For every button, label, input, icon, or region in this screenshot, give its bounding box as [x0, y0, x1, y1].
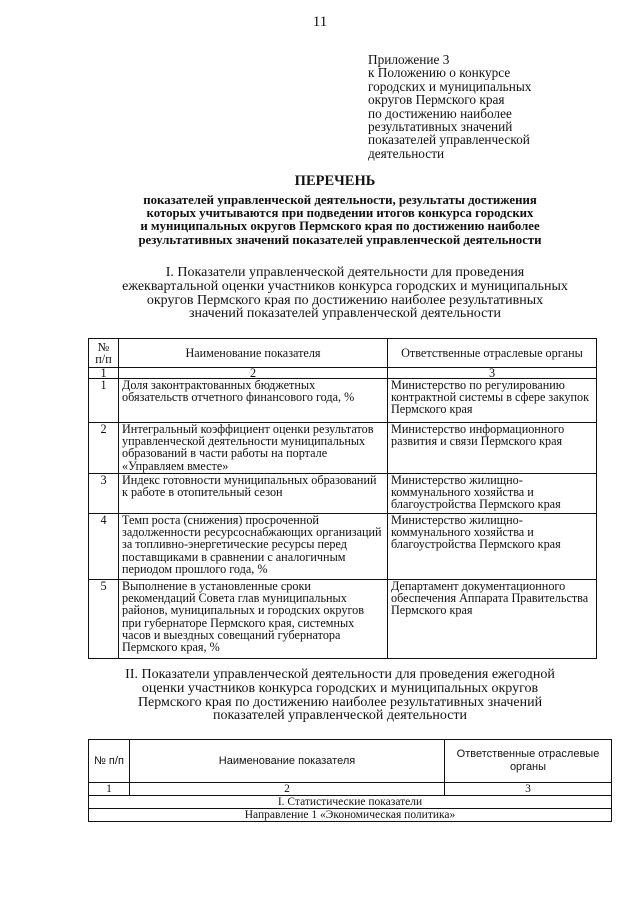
section2-line: II. Показатели управленческой деятельности для проведения ежегодной: [125, 667, 555, 682]
responsible-body: Министерство жилищно-коммунального хозяйства и благоустройства Пермского края: [388, 474, 597, 514]
appendix-note: [368, 53, 531, 160]
responsible-body: Департамент документационного обеспечения Аппарата Правительства Пермского края: [388, 580, 597, 659]
responsible-body: Министерство жилищно-коммунального хозяйства и благоустройства Пермского края: [388, 514, 597, 580]
appendix-line: городских и муниципальных: [368, 78, 532, 94]
column-number: 3: [388, 368, 597, 379]
section1-line: ежеквартальной оценки участников конкурса городских и муниципальных: [122, 278, 568, 294]
group-title: I. Статистические показатели: [89, 796, 612, 809]
table-row: [89, 423, 597, 474]
column-number: 1: [89, 783, 130, 796]
subtitle-line: результативных значений показателей управленческой деятельности: [138, 232, 542, 247]
group-row: [89, 796, 612, 809]
header-number: № п/п: [89, 740, 130, 783]
column-number: 2: [130, 783, 445, 796]
column-number: 3: [445, 783, 612, 796]
row-number: 5: [89, 580, 119, 659]
column-number-row: [89, 783, 612, 796]
column-number: 1: [89, 368, 119, 379]
responsible-body: Министерство по регулированию контрактной системы в сфере закупок Пермского края: [388, 379, 597, 423]
section2-line: оценки участников конкурса городских и муниципальных округов: [141, 680, 539, 696]
section2-line: показателей управленческой деятельности: [212, 708, 468, 724]
direction-title: Направление 1 «Экономическая политика»: [89, 809, 612, 822]
row-number: 1: [89, 379, 119, 423]
table-row: [89, 474, 597, 514]
column-number: 2: [119, 368, 388, 379]
subtitle-line: и муниципальных округов Пермского края по достижению наиболее: [140, 219, 540, 234]
subtitle-line: которых учитываются при подведении итогов конкурса городских: [146, 206, 534, 221]
appendix-line: показателей управленческой: [368, 132, 530, 148]
table-header-row: [89, 740, 612, 783]
table-row: [89, 514, 597, 580]
subtitle-line: показателей управленческой деятельности, результаты достижения: [143, 193, 537, 207]
column-number-row: [89, 368, 597, 379]
header-indicator-name: Наименование показателя: [119, 339, 388, 368]
section2-heading: [85, 668, 595, 723]
direction-row: [89, 809, 612, 822]
table-row: [89, 580, 597, 659]
table-header-row: [89, 339, 597, 368]
header-responsible-bodies: Ответственные отраслевые органы: [388, 339, 597, 368]
document-subtitle: [90, 194, 590, 247]
indicator-name: Темп роста (снижения) просроченной задолженности ресурсоснабжающих организаций за топливно-энергетические ресурсы перед поставщиками в сравнении с аналогичным периодом прошлого года, %: [119, 514, 388, 580]
header-responsible-bodies: Ответственные отраслевые органы: [445, 740, 612, 783]
page-number: 11: [312, 14, 328, 30]
row-number: 3: [89, 474, 119, 514]
responsible-body: Министерство информационного развития и связи Пермского края: [388, 423, 597, 474]
appendix-line: результативных значений: [368, 119, 513, 135]
indicator-name: Индекс готовности муниципальных образований к работе в отопительный сезон: [119, 474, 388, 514]
table-row: [89, 379, 597, 423]
appendix-line: округов Пермского края: [368, 92, 505, 108]
indicator-name: Доля законтрактованных бюджетных обязательств отчетного финансового года, %: [119, 379, 388, 423]
appendix-line: деятельности: [368, 145, 445, 161]
section1-line: I. Показатели управленческой деятельности для проведения: [165, 265, 525, 280]
section1-heading: [95, 266, 595, 321]
section2-line: Пермского края по достижению наиболее результативных значений: [137, 694, 543, 710]
appendix-line: Приложение 3: [368, 52, 450, 67]
indicator-name: Интегральный коэффициент оценки результатов управленческой деятельности муниципальных образований в части работы на портале «Управляем вместе»: [119, 423, 388, 474]
section1-line: значений показателей управленческой деятельности: [189, 306, 501, 322]
header-indicator-name: Наименование показателя: [130, 740, 445, 783]
appendix-line: к Положению о конкурсе: [368, 65, 511, 81]
indicator-name: Выполнение в установленные сроки рекомендаций Совета глав муниципальных районов, муниципальных и городских округов при губернаторе Пермского края, системных часов и выездных совещаний губернатора Пермского края, %: [119, 580, 388, 659]
row-number: 4: [89, 514, 119, 580]
indicators-table-quarterly: [88, 338, 597, 659]
document-title: ПЕРЕЧЕНЬ: [294, 173, 376, 189]
section1-line: округов Пермского края по достижению наиболее результативных: [146, 292, 544, 308]
row-number: 2: [89, 423, 119, 474]
appendix-line: по достижению наиболее: [368, 105, 512, 121]
header-number: № п/п: [89, 339, 119, 368]
indicators-table-annual: [88, 739, 612, 822]
